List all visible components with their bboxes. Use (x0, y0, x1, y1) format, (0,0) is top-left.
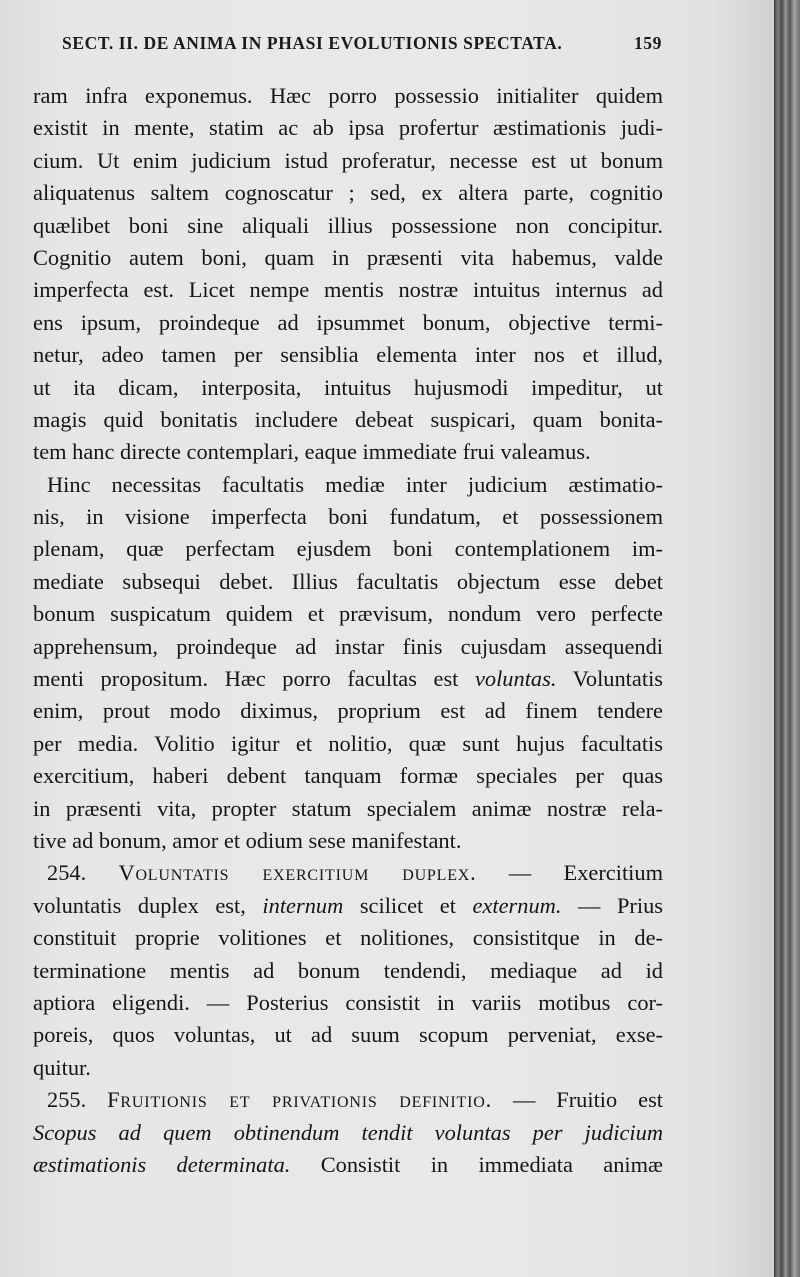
text-line: aliquatenus saltem cognoscatur ; sed, ex altera parte, cognitio (33, 180, 663, 206)
text-line: cium. Ut enim judicium istud proferatur, necesse est ut bonum (33, 147, 663, 173)
section-255-heading-line (33, 1084, 663, 1116)
text-segment: — Exercitium (508, 860, 663, 886)
text-line: poreis, quos voluntas, ut ad suum scopum perveniat, exse- (33, 1022, 663, 1048)
text-line: enim, prout modo diximus, proprium est ad finem tendere (33, 698, 663, 724)
text-line: exercitium, haberi debent tanquam formæ speciales per quas (33, 763, 663, 789)
text-line: quitur. (33, 1054, 91, 1080)
text-line: imperfecta est. Licet nempe mentis nostræ intuitus internus ad (33, 277, 663, 303)
text-segment: menti propositum. Hæc porro facultas est (33, 666, 459, 692)
text-line: aptiora eligendi. — Posterius consistit in variis motibus cor- (33, 989, 663, 1015)
italic-term: voluntas. (474, 666, 557, 692)
text-line: mediate subsequi debet. Illius facultatis objectum esse debet (33, 568, 663, 594)
text-line: apprehensum, proindeque ad instar finis cujusdam assequendi (33, 633, 663, 659)
section-254-heading-line (33, 857, 663, 889)
text-segment: Consistit in immediata animæ (320, 1151, 663, 1177)
body-text (33, 80, 663, 1181)
text-line: tem hanc directe contemplari, eaque immediate frui valeamus. (33, 439, 591, 465)
text-line: plenam, quæ perfectam ejusdem boni contemplationem im- (33, 536, 663, 562)
text-line: tive ad bonum, amor et odium sese manifestant. (33, 827, 462, 853)
text-line: terminatione mentis ad bonum tendendi, mediaque ad id (33, 957, 663, 983)
text-line: Hinc necessitas facultatis mediæ inter judicium æstimatio- (47, 471, 663, 497)
text-segment: scilicet et (359, 892, 456, 918)
text-segment: — Prius (578, 892, 663, 918)
text-line: in præsenti vita, propter statum specialem animæ nostræ rela- (33, 795, 663, 821)
section-heading: Voluntatis exercitium duplex. (118, 860, 477, 886)
text-line: constituit proprie volitiones et nolitiones, consistitque in de- (33, 925, 663, 951)
text-line: netur, adeo tamen per sensiblia elementa inter nos et illud, (33, 342, 663, 368)
text-line: ens ipsum, proindeque ad ipsummet bonum, objective termi- (33, 309, 663, 335)
text-segment: voluntatis duplex est, (33, 892, 246, 918)
text-line: per media. Volitio igitur et nolitio, quæ sunt hujus facultatis (33, 730, 663, 756)
section-number: 254. (47, 860, 87, 886)
text-line: magis quid bonitatis includere debeat suspicari, quam bonita- (33, 406, 663, 432)
text-line-mixed (33, 663, 663, 695)
text-line-italic (33, 1117, 663, 1149)
text-line: Cognitio autem boni, quam in præsenti vita habemus, valde (33, 244, 663, 270)
italic-definition: Scopus ad quem obtinendum tendit voluntas per judicium (33, 1119, 663, 1145)
text-segment: Voluntatis (572, 666, 663, 692)
running-head (62, 33, 662, 54)
book-binding-edge (774, 0, 800, 1277)
section-heading: Fruitionis et privationis definitio. (107, 1087, 492, 1113)
italic-term: externum. (472, 892, 562, 918)
text-line: ut ita dicam, interposita, intuitus hujusmodi impeditur, ut (33, 374, 663, 400)
running-head-title: SECT. II. DE ANIMA IN PHASI EVOLUTIONIS SPECTATA. (62, 33, 563, 53)
text-line: bonum suspicatum quidem et prævisum, nondum vero perfecte (33, 601, 663, 627)
italic-term: internum (262, 892, 344, 918)
text-line: ram infra exponemus. Hæc porro possessio initialiter quidem (33, 83, 663, 108)
text-line: nis, in visione imperfecta boni fundatum, et possessionem (33, 504, 663, 530)
section-number: 255. (47, 1087, 87, 1113)
text-line-mixed (33, 1149, 663, 1181)
page-number: 159 (633, 33, 662, 53)
italic-definition: æstimationis determinata. (33, 1151, 291, 1177)
text-line: quælibet boni sine aliquali illius possessione non concipitur. (33, 212, 663, 238)
text-line-mixed (33, 890, 663, 922)
text-line: existit in mente, statim ac ab ipsa profertur æstimationis judi- (33, 115, 663, 141)
text-segment: — Fruitio est (512, 1087, 663, 1113)
